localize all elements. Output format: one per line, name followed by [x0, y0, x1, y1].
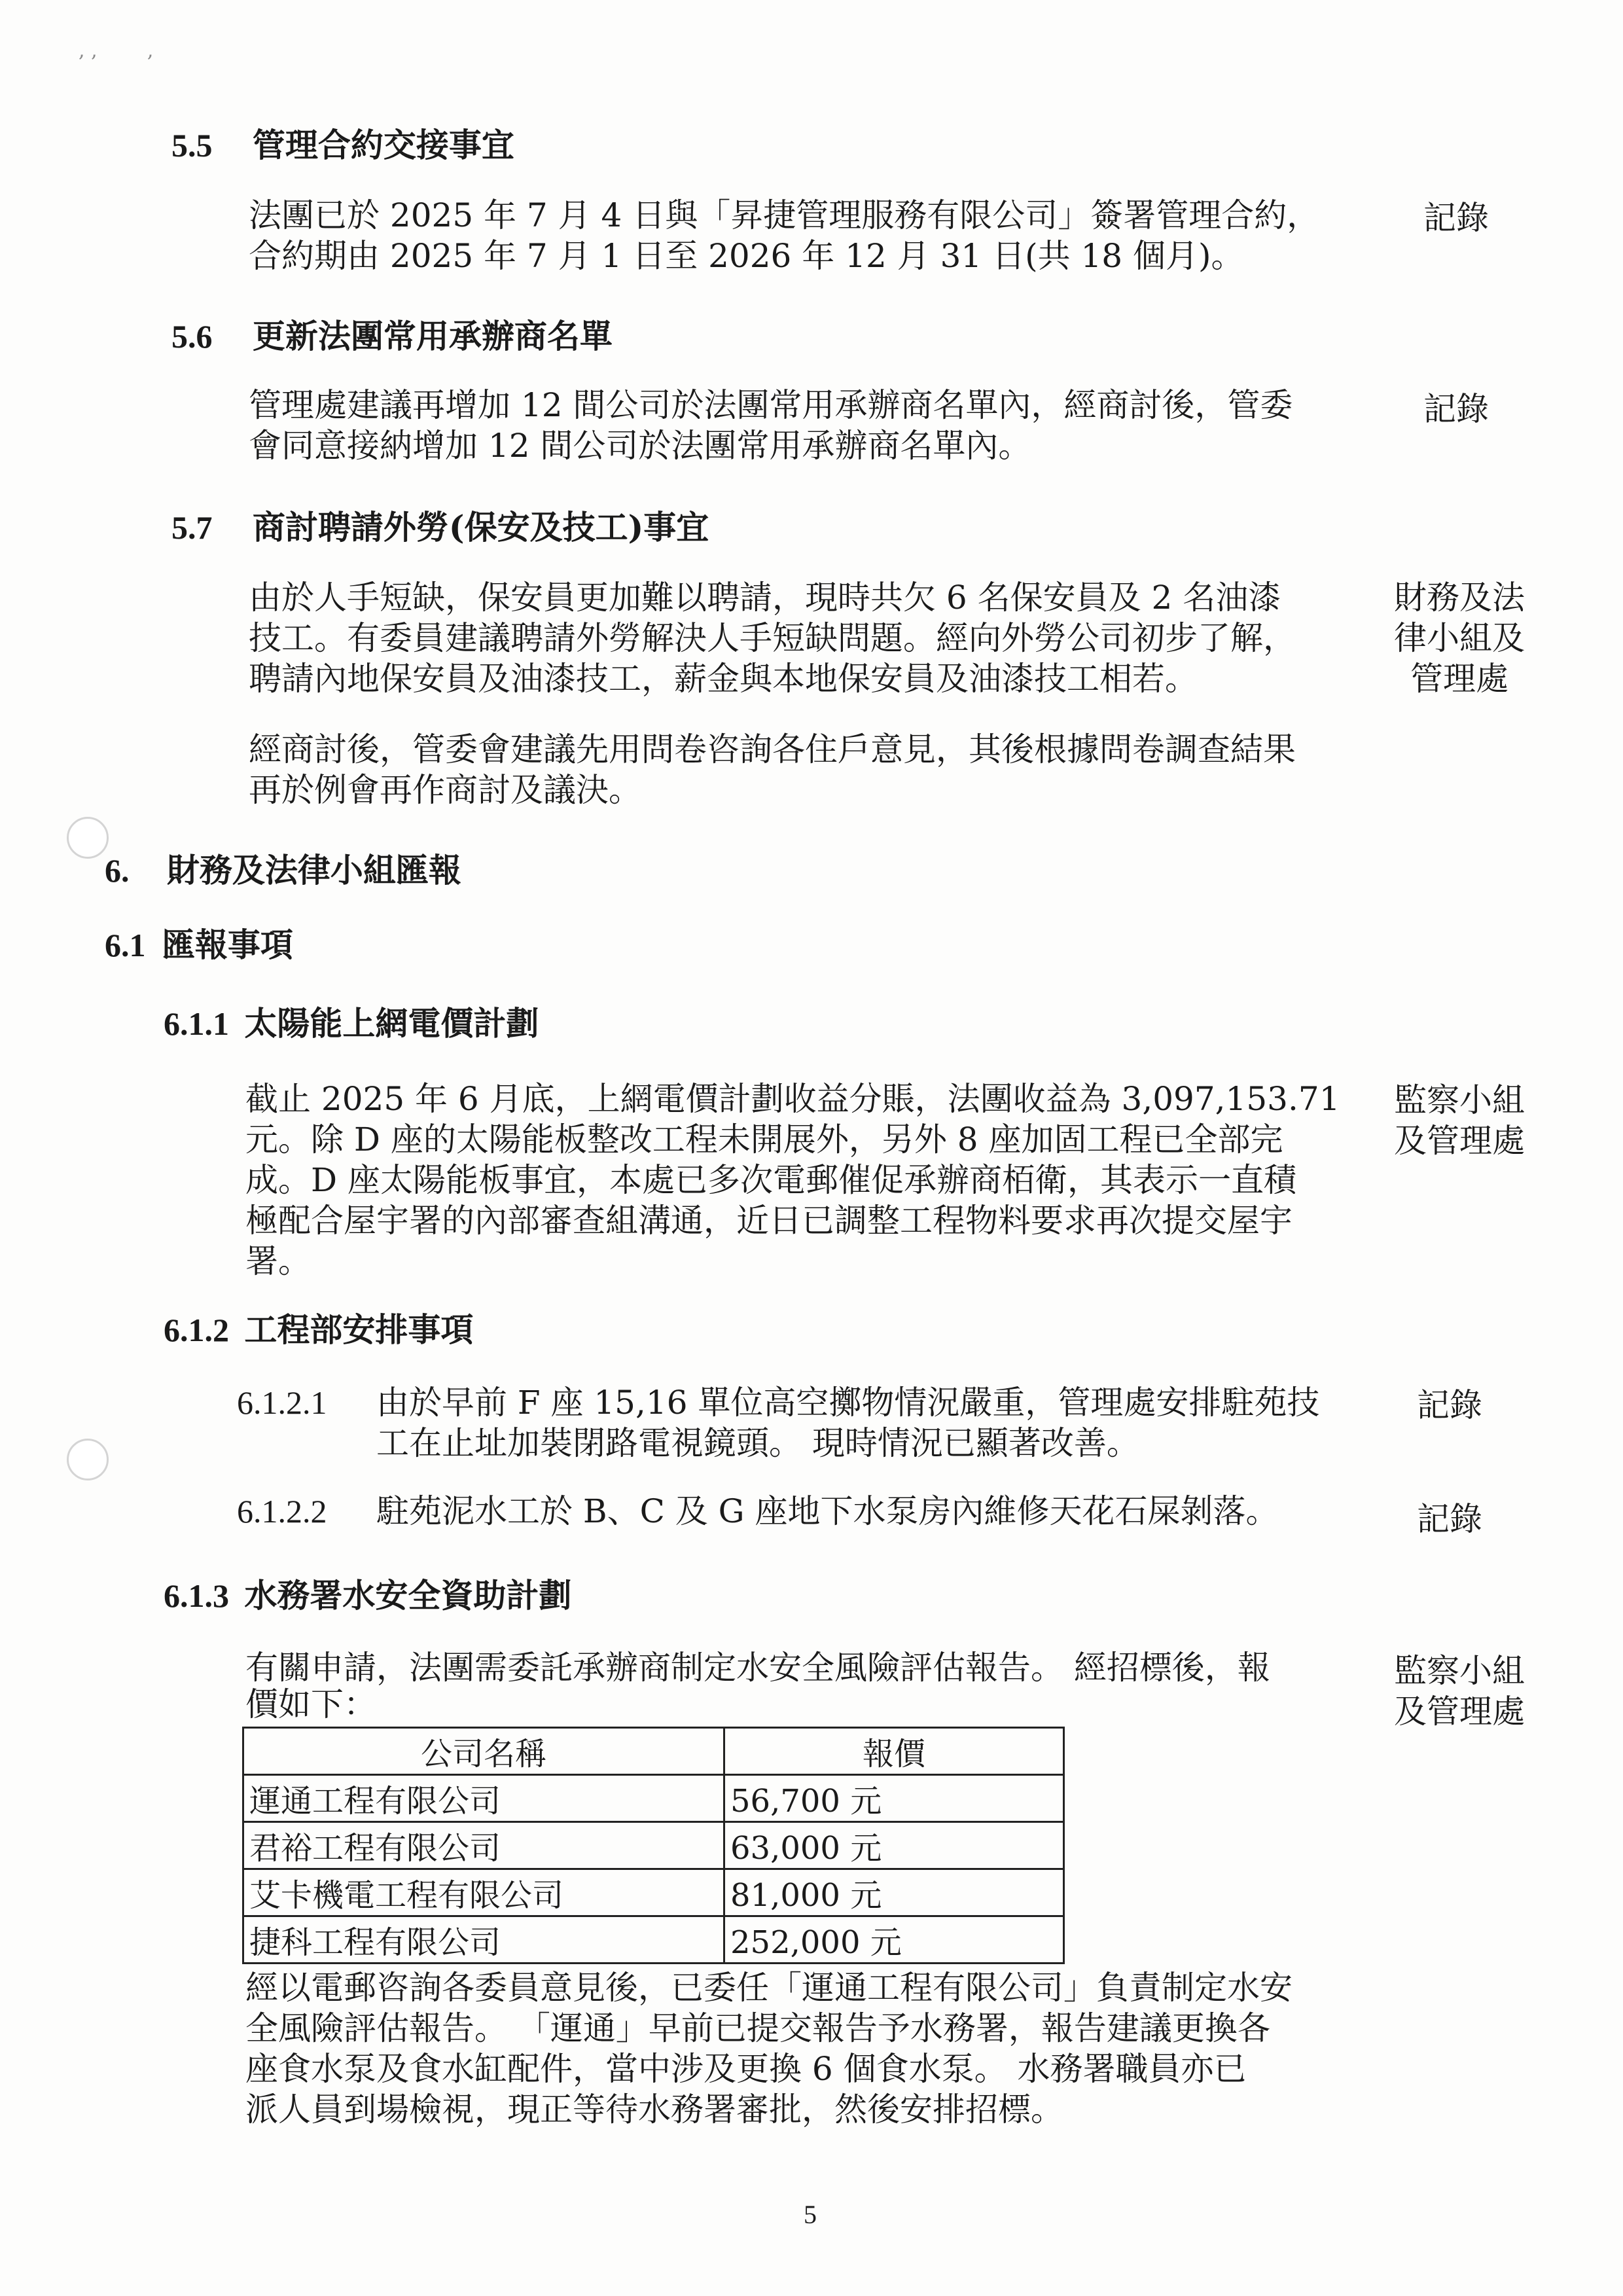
- table-row: [243, 1775, 1064, 1822]
- body-line: 駐苑泥水工於 B、C 及 G 座地下水泵房內維修天花石屎剝落。: [376, 1492, 1279, 1530]
- section-number: 5.5: [171, 127, 213, 164]
- section-6-1-1-body: [245, 1079, 1340, 1282]
- page-number: 5: [804, 2200, 817, 2229]
- table-header-row: [243, 1728, 1064, 1775]
- responsible-party: 記錄: [1423, 390, 1489, 428]
- responsible-party: 記錄: [1417, 1500, 1482, 1538]
- section-6-1-3-outro: [245, 1967, 1293, 2130]
- section-number: 5.6: [171, 318, 213, 355]
- section-title: 水務署水安全資助計劃: [244, 1576, 572, 1615]
- section-6-1-3-intro: [245, 1649, 1270, 1723]
- body-line: 合約期由 2025 年 7 月 1 日至 2026 年 12 月 31 日(共 18 個月)。: [249, 237, 1244, 275]
- section-title: 匯報事項: [162, 925, 293, 964]
- section-title: 太陽能上網電價計劃: [244, 1004, 539, 1043]
- body-line: 截止 2025 年 6 月底，上網電價計劃收益分賬，法團收益為 3,097,153.71: [245, 1080, 1340, 1118]
- section-number: 6.1.2: [164, 1312, 229, 1348]
- body-line: 派人員到場檢視，現正等待水務署審批，然後安排招標。: [245, 2090, 1063, 2128]
- section-5-5-body: [249, 195, 1319, 276]
- table-row: [243, 1916, 1064, 1964]
- quotation-table: [242, 1727, 1065, 1964]
- body-line: 聘請內地保安員及油漆技工，薪金與本地保安員及油漆技工相若。: [249, 660, 1198, 698]
- body-line: 工在止址加裝閉路電視鏡頭。 現時情況已顯著改善。: [376, 1424, 1139, 1462]
- table-row: [243, 1869, 1064, 1916]
- quote-cell: 56,700 元: [724, 1775, 1064, 1822]
- section-6-heading: [105, 844, 461, 891]
- section-number: 6.1.3: [164, 1577, 229, 1614]
- section-5-7-body: [249, 577, 1296, 699]
- section-6-1-3-heading: [164, 1570, 571, 1617]
- section-5-5-heading: [171, 119, 514, 166]
- section-number: 6.1: [105, 927, 146, 963]
- quote-cell: 81,000 元: [724, 1869, 1064, 1916]
- punch-hole-bottom: [67, 1439, 109, 1480]
- body-line: 管理處建議再增加 12 間公司於法團常用承辦商名單內，經商討後，管委: [249, 386, 1293, 424]
- company-cell: 運通工程有限公司: [243, 1775, 724, 1822]
- body-line: 成。D 座太陽能板事宜，本處已多次電郵催促承辦商栢衛，其表示一直積: [245, 1161, 1296, 1199]
- section-number: 5.7: [171, 509, 213, 546]
- item-number: 6.1.2.1: [237, 1384, 327, 1421]
- body-line: 會同意接納增加 12 間公司於法團常用承辦商名單內。: [249, 427, 1031, 465]
- section-title: 工程部安排事項: [244, 1310, 474, 1349]
- section-title: 管理合約交接事宜: [252, 126, 514, 164]
- section-number: 6.1.1: [164, 1005, 229, 1042]
- body-line: 署。: [245, 1242, 311, 1280]
- body-line: 由於早前 F 座 15,16 單位高空擲物情況嚴重，管理處安排駐苑技: [376, 1384, 1320, 1422]
- section-5-6-heading: [171, 310, 613, 357]
- quote-cell: 252,000 元: [724, 1916, 1064, 1964]
- section-6-1-heading: [105, 919, 293, 966]
- body-line: 有關申請，法團需委託承辦商制定水安全風險評估報告。 經招標後，報: [245, 1649, 1270, 1687]
- section-5-6-body: [249, 385, 1293, 466]
- section-number: 6.: [105, 852, 130, 889]
- responsible-party: 監察小組 及管理處: [1394, 1081, 1525, 1160]
- quote-cell: 63,000 元: [724, 1822, 1064, 1869]
- body-line: 經商討後，管委會建議先用問卷咨詢各住戶意見，其後根據問卷調查結果: [249, 730, 1296, 768]
- body-line: 全風險評估報告。 「運通」早前已提交報告予水務署，報告建議更換各: [245, 2009, 1270, 2047]
- section-title: 商討聘請外勞(保安及技工)事宜: [252, 508, 709, 547]
- body-line: 價如下：: [245, 1685, 376, 1723]
- section-title: 財務及法律小組匯報: [166, 851, 461, 889]
- item-6-1-2-2-body: [376, 1491, 1279, 1532]
- item-6-1-2-1-body: [376, 1382, 1319, 1463]
- scan-specks: , , ,: [79, 39, 154, 62]
- item-number: 6.1.2.2: [237, 1493, 327, 1530]
- column-header-company: 公司名稱: [243, 1728, 724, 1775]
- section-5-7-heading: [171, 501, 709, 548]
- body-line: 座食水泵及食水缸配件，當中涉及更換 6 個食水泵。 水務署職員亦已: [245, 2050, 1247, 2088]
- section-5-7-conclusion: [249, 729, 1296, 810]
- company-cell: 艾卡機電工程有限公司: [243, 1869, 724, 1916]
- body-line: 法團已於 2025 年 7 月 4 日與「昇捷管理服務有限公司」簽署管理合約，: [249, 196, 1320, 234]
- section-6-1-1-heading: [164, 997, 539, 1045]
- responsible-party: 記錄: [1423, 199, 1489, 237]
- responsible-party: 財務及法 律小組及 管理處: [1394, 579, 1525, 698]
- body-line: 由於人手短缺，保安員更加難以聘請，現時共欠 6 名保安員及 2 名油漆: [249, 579, 1281, 617]
- responsible-party: 監察小組 及管理處: [1394, 1652, 1525, 1731]
- body-line: 經以電郵咨詢各委員意見後，已委任「運通工程有限公司」負責制定水安: [245, 1969, 1293, 2007]
- column-header-quote: 報價: [724, 1728, 1064, 1775]
- company-cell: 捷科工程有限公司: [243, 1916, 724, 1964]
- company-cell: 君裕工程有限公司: [243, 1822, 724, 1869]
- body-line: 元。除 D 座的太陽能板整改工程未開展外，另外 8 座加固工程已全部完: [245, 1121, 1283, 1158]
- body-line: 極配合屋宇署的內部審查組溝通，近日已調整工程物料要求再次提交屋宇: [245, 1202, 1293, 1240]
- responsible-party: 記錄: [1417, 1386, 1482, 1424]
- section-title: 更新法團常用承辦商名單: [252, 317, 613, 355]
- punch-hole-top: [67, 817, 109, 859]
- section-6-1-2-heading: [164, 1304, 473, 1351]
- table-row: [243, 1822, 1064, 1869]
- body-line: 技工。有委員建議聘請外勞解決人手短缺問題。經向外勞公司初步了解，: [249, 619, 1296, 657]
- body-line: 再於例會再作商討及議決。: [249, 771, 641, 809]
